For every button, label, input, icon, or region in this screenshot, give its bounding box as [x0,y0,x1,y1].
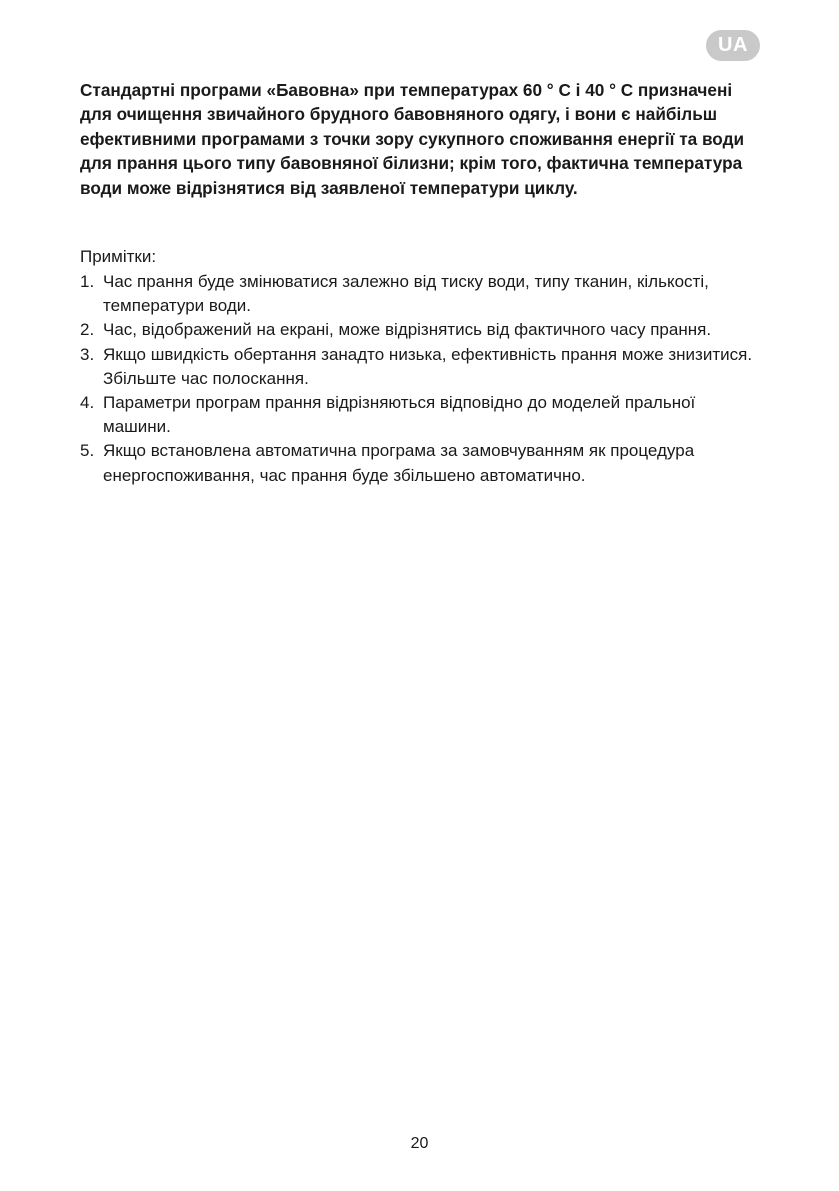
note-number: 5. [80,441,95,461]
note-text: Час, відображений на екрані, може відрізнятись від фактичного часу прання. [103,320,712,340]
note-item [80,318,760,342]
note-text: Час прання буде змінюватися залежно від тиску води, типу тканин, кількості, температури води. [103,272,709,316]
note-number: 2. [80,320,95,340]
note-number: 4. [80,393,95,413]
note-text: Якщо швидкість обертання занадто низька, ефективність прання може знизитися. Збільште час полоскання. [103,344,753,388]
intro-paragraph: Стандартні програми «Бавовна» при температурах 60 ° C і 40 ° C призначені для очищення звичайного брудного бавовняного одягу, і вони є найбільш ефективними програмами з точки зору сукупного споживання енергії та води для прання цього типу бавовняної білизни; крім того, фактична температура води може відрізнятися від заявленої температури циклу. [80,80,745,198]
notes-title: Примітки: [80,247,157,266]
note-text: Якщо встановлена автоматична програма за замовчуванням як процедура енергоспоживання, час прання буде збільшено автоматично. [103,441,695,485]
note-text: Параметри програм прання відрізняються відповідно до моделей пральної машини. [103,393,696,437]
page-number: 20 [410,1135,429,1152]
note-item [80,391,760,439]
note-number: 1. [80,272,95,291]
note-number: 3. [80,344,95,364]
notes-list [80,270,760,488]
note-item [80,270,760,318]
language-badge: UA [706,30,760,61]
note-item [80,343,760,391]
note-item [80,439,760,487]
